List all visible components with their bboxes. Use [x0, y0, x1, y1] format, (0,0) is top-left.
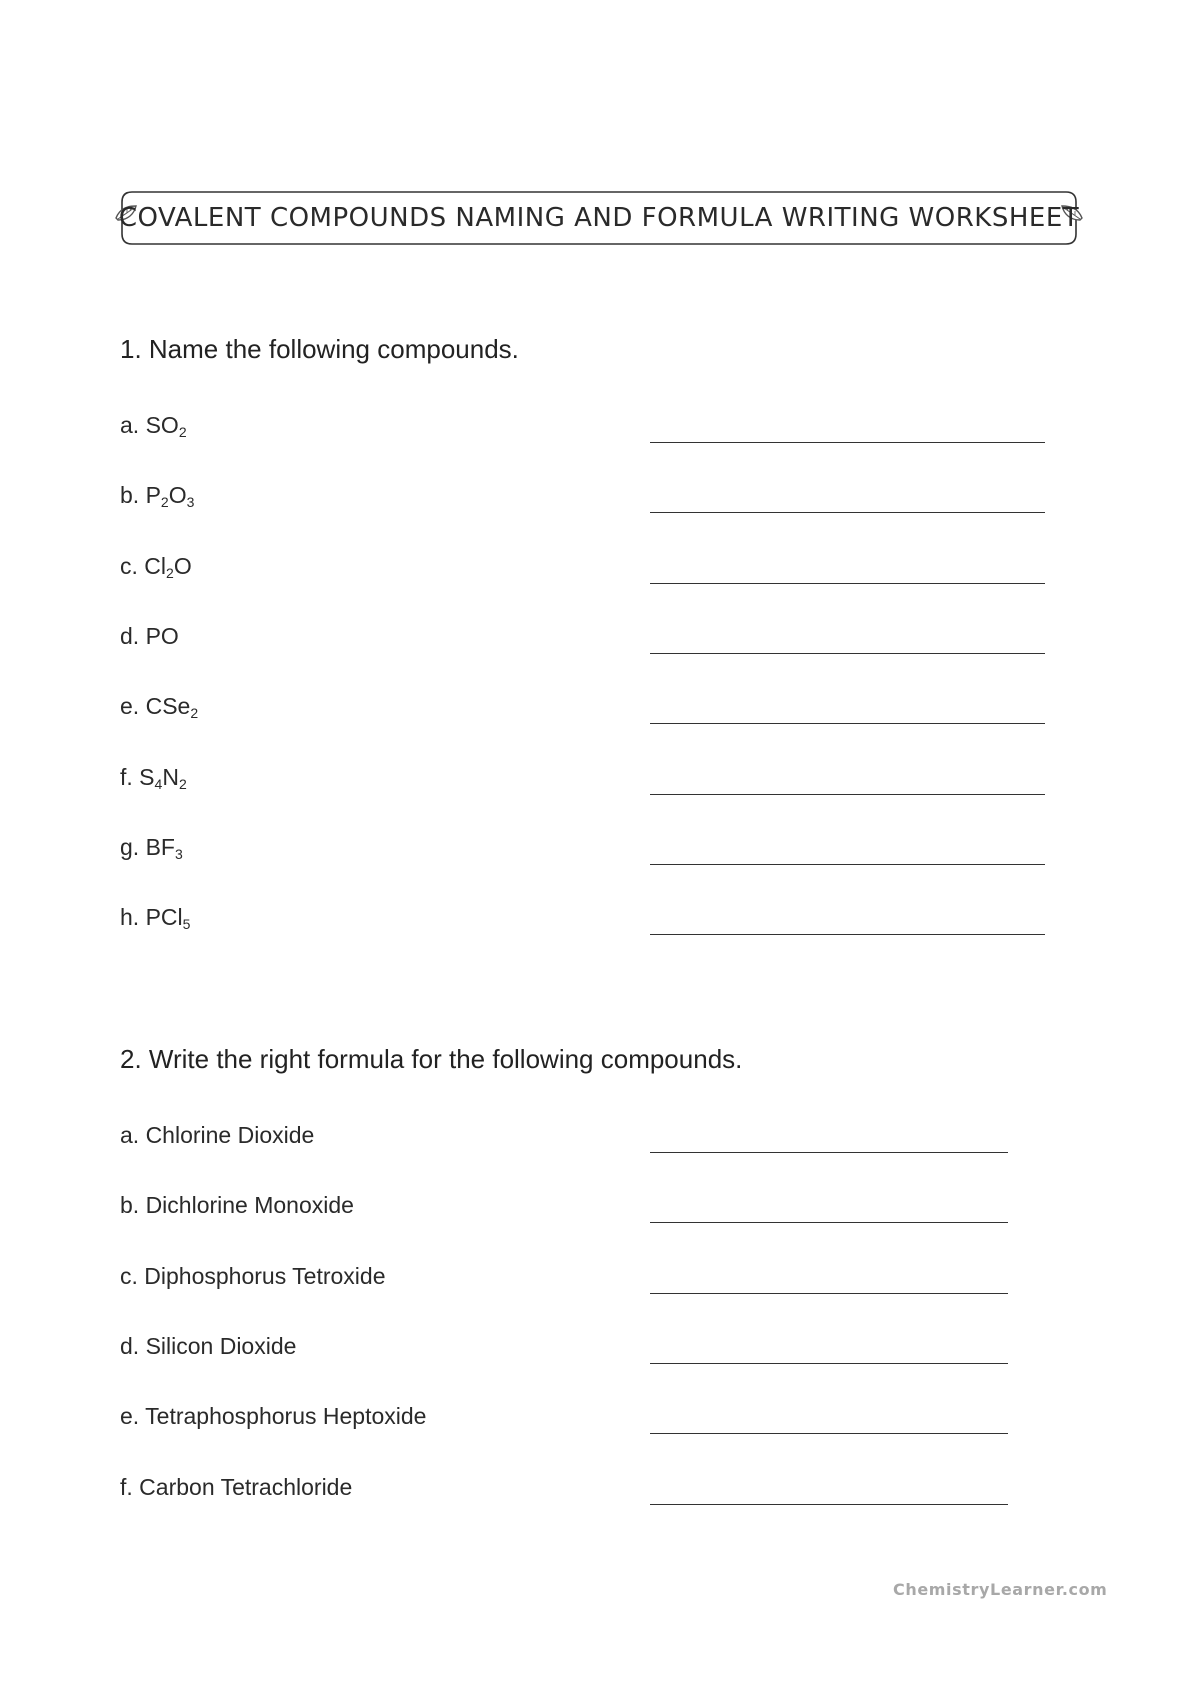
question-row	[120, 904, 1050, 944]
compound-name: a. Chlorine Dioxide	[120, 1122, 315, 1148]
compound-formula: f. $S_4N_2$	[120, 763, 187, 792]
question-row	[120, 1474, 1050, 1514]
compound-formula: b. $P_2O_3$	[120, 482, 195, 511]
answer-blank[interactable]	[650, 1222, 1008, 1223]
compound-name: f. Carbon Tetrachloride	[120, 1473, 353, 1500]
section-1-heading: 1. Name the following compounds.	[120, 334, 519, 364]
compound-formula: d. PO	[120, 622, 179, 649]
question-row	[120, 693, 1050, 733]
answer-blank[interactable]	[650, 512, 1045, 513]
question-row	[120, 553, 1050, 593]
compound-formula: h. PCl$_5$	[120, 904, 191, 933]
answer-blank[interactable]	[650, 1363, 1008, 1364]
answer-blank[interactable]	[650, 1504, 1008, 1505]
compound-formula: a. $SO_2$	[120, 412, 187, 440]
compound-name: e. Tetraphosphorus Heptoxide	[120, 1403, 427, 1430]
question-row	[120, 764, 1050, 804]
answer-blank[interactable]	[650, 1293, 1008, 1294]
question-row	[120, 1333, 1050, 1373]
answer-blank[interactable]	[650, 583, 1045, 584]
title-banner	[118, 186, 1080, 250]
question-row	[120, 412, 1050, 452]
worksheet-title: COVALENT COMPOUNDS NAMING AND FORMULA WRITING WORKSHEET	[118, 203, 1080, 233]
answer-blank[interactable]	[650, 864, 1045, 865]
question-row	[120, 1263, 1050, 1303]
answer-blank[interactable]	[650, 1152, 1008, 1153]
question-row	[120, 482, 1050, 522]
answer-blank[interactable]	[650, 1433, 1008, 1434]
compound-name: c. Diphosphorus Tetroxide	[120, 1262, 386, 1289]
question-row	[120, 1122, 1050, 1162]
answer-blank[interactable]	[650, 653, 1045, 654]
compound-name: d. Silicon Dioxide	[120, 1332, 297, 1359]
compound-formula: e. CSe$_2$	[120, 693, 199, 722]
question-row	[120, 834, 1050, 874]
answer-blank[interactable]	[650, 442, 1045, 443]
answer-blank[interactable]	[650, 794, 1045, 795]
compound-formula: g. $BF_3$	[120, 833, 183, 862]
answer-blank[interactable]	[650, 723, 1045, 724]
section-2-heading: 2. Write the right formula for the following compounds.	[120, 1044, 743, 1074]
question-row	[120, 1403, 1050, 1443]
compound-formula: c. $Cl_2O$	[120, 552, 192, 581]
question-row	[120, 623, 1050, 663]
question-row	[120, 1192, 1050, 1232]
site-credit: ChemistryLearner.com	[893, 1580, 1108, 1599]
answer-blank[interactable]	[650, 934, 1045, 935]
compound-name: b. Dichlorine Monoxide	[120, 1192, 354, 1219]
